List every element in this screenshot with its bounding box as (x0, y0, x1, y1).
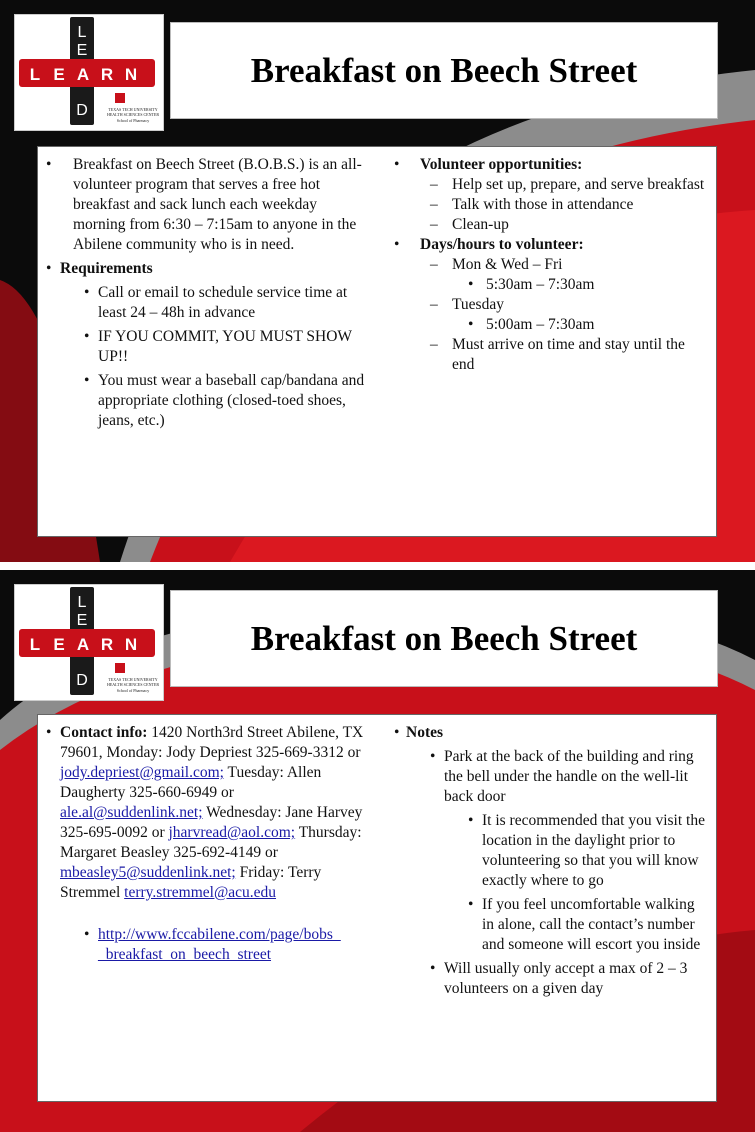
email-link-monday[interactable]: jody.depriest@gmail.com; (60, 764, 224, 781)
contact-column (46, 723, 368, 965)
content-box (37, 146, 717, 537)
bullet-glyph: • (468, 276, 474, 293)
bullet-glyph: • (46, 724, 52, 741)
website-link-line1[interactable]: http://www.fccabilene.com/page/bobs_ (98, 926, 341, 943)
content-box (37, 714, 717, 1102)
volunteer-text: Help set up, prepare, and serve breakfast (452, 176, 705, 193)
subnote-item (394, 811, 710, 891)
slide-title: Breakfast on Beech Street (250, 618, 638, 658)
logo-letter-a: A (76, 65, 90, 84)
dash-glyph: – (430, 336, 438, 353)
logo-letter-r: R (100, 635, 114, 654)
day-item (394, 255, 710, 275)
dash-glyph: – (430, 216, 438, 233)
hours-item (394, 275, 710, 295)
max-note (394, 959, 710, 999)
email-link-tuesday[interactable]: ale.al@suddenlink.net; (60, 804, 203, 821)
logo-letter-r: R (100, 65, 114, 84)
bullet-glyph: • (430, 748, 436, 765)
requirements-item (46, 259, 366, 279)
requirement-item (46, 283, 366, 323)
park-note (394, 747, 710, 807)
bullet-glyph: • (84, 328, 90, 345)
subnote-item (394, 895, 710, 955)
day-item (394, 295, 710, 315)
contact-thursday: Thursday: Margaret Beasley 325-692-4149 or (60, 824, 362, 861)
volunteer-text: Clean-up (452, 216, 509, 233)
logo-letter-l: L (29, 65, 41, 84)
bullet-glyph: • (468, 896, 474, 913)
contact-wednesday: Wednesday: Jane Harvey 325-695-0092 or (60, 804, 363, 841)
email-link-thursday[interactable]: mbeasley5@suddenlink.net; (60, 864, 236, 881)
logo-institution-1: TEXAS TECH UNIVERSITY (108, 677, 158, 682)
title-box (170, 590, 718, 687)
email-link-wednesday[interactable]: jharvread@aol.com; (168, 824, 296, 841)
bullet-glyph: • (468, 812, 474, 829)
contact-address: 1420 North3rd Street Abilene, TX 79601, Monday: Jody Depriest 325-669-3312 or (60, 724, 364, 761)
logo-institution-1: TEXAS TECH UNIVERSITY (108, 107, 158, 112)
logo-letter-l: L (29, 635, 41, 654)
bullet-glyph: • (84, 284, 90, 301)
day-text: Mon & Wed – Fri (452, 256, 563, 273)
logo-letter-d: D (76, 672, 88, 689)
hours-text: 5:00am – 7:30am (486, 316, 595, 333)
logo-institution-2: HEALTH SCIENCES CENTER (106, 682, 160, 687)
dash-glyph: – (430, 256, 438, 273)
logo-letter-n: N (124, 65, 138, 84)
volunteer-subitem (394, 215, 710, 235)
dash-glyph: – (430, 296, 438, 313)
logo-letter-e: E (53, 65, 65, 84)
park-text: Park at the back of the building and ring the bell under the handle on the well-lit back door (444, 748, 694, 805)
notes-item (394, 723, 710, 743)
arrive-item (394, 335, 710, 375)
slide-1 (0, 0, 755, 562)
logo-letter-e-top: E (76, 612, 88, 629)
bullet-glyph: • (394, 236, 400, 253)
logo-letter-l-top: L (77, 24, 87, 41)
notes-heading: Notes (406, 724, 444, 741)
subnote-text: It is recommended that you visit the location in the daylight prior to volunteering so that you will know exactly where to go (482, 812, 705, 889)
website-item (46, 925, 368, 965)
logo-letter-n: N (124, 635, 138, 654)
hours-item (394, 315, 710, 335)
dash-glyph: – (430, 176, 438, 193)
slide-2 (0, 570, 755, 1132)
bullet-glyph: • (430, 960, 436, 977)
logo-letter-l-top: L (77, 594, 87, 611)
volunteer-subitem (394, 195, 710, 215)
volunteer-text: Talk with those in attendance (452, 196, 634, 213)
bullet-glyph: • (46, 156, 52, 173)
bullet-glyph: • (46, 260, 52, 277)
day-text: Tuesday (452, 296, 504, 313)
contact-friday: Friday: Terry Stremmel (60, 864, 322, 901)
left-column (46, 155, 366, 431)
days-item (394, 235, 710, 255)
logo-letter-e: E (53, 635, 65, 654)
volunteer-heading: Volunteer opportunities: (420, 156, 583, 173)
learn-lead-logo (14, 584, 164, 701)
days-heading: Days/hours to volunteer: (420, 236, 584, 253)
max-text: Will usually only accept a max of 2 – 3 volunteers on a given day (444, 960, 688, 997)
logo-school: School of Pharmacy (116, 688, 150, 693)
bullet-glyph: • (84, 372, 90, 389)
notes-column (394, 723, 710, 999)
bullet-glyph: • (84, 926, 90, 943)
arrive-text: Must arrive on time and stay until the end (452, 336, 685, 373)
subnote-text: If you feel uncomfortable walking in alone, call the contact’s number and someone will escort you inside (482, 896, 701, 953)
requirement-text: IF YOU COMMIT, YOU MUST SHOW UP!! (98, 328, 352, 365)
bullet-glyph: • (394, 156, 400, 173)
requirement-text: Call or email to schedule service time at least 24 – 48h in advance (98, 284, 348, 321)
requirement-item (46, 327, 366, 367)
hours-text: 5:30am – 7:30am (486, 276, 595, 293)
requirements-heading: Requirements (60, 260, 153, 277)
logo-letter-e-top: E (76, 42, 88, 59)
right-column (394, 155, 710, 375)
volunteer-item (394, 155, 710, 175)
volunteer-subitem (394, 175, 710, 195)
learn-lead-logo (14, 14, 164, 131)
logo-institution-2: HEALTH SCIENCES CENTER (106, 112, 160, 117)
contact-tuesday: Tuesday: Allen Daugherty 325-660-6949 or (60, 764, 322, 801)
email-link-friday[interactable]: terry.stremmel@acu.edu (124, 884, 277, 901)
intro-item (46, 155, 366, 255)
bullet-glyph: • (468, 316, 474, 333)
dash-glyph: – (430, 196, 438, 213)
contact-label: Contact info: (60, 724, 148, 741)
logo-letter-d: D (76, 102, 88, 119)
requirement-item (46, 371, 366, 431)
contact-item (46, 723, 368, 903)
website-link-line2[interactable]: _breakfast_on_beech_street (98, 946, 272, 963)
intro-text: Breakfast on Beech Street (B.O.B.S.) is an all-volunteer program that serves a free hot breakfast and sack lunch each weekday morning from 6:30 – 7:15am to anyone in the Abilene community who is in need. (73, 156, 362, 253)
bullet-glyph: • (394, 724, 400, 741)
title-box (170, 22, 718, 119)
requirement-text: You must wear a baseball cap/bandana and appropriate clothing (closed-toed shoes, jeans, etc.) (98, 372, 365, 429)
logo-school: School of Pharmacy (116, 118, 150, 123)
logo-letter-a: A (76, 635, 90, 654)
slide-title: Breakfast on Beech Street (250, 50, 638, 90)
